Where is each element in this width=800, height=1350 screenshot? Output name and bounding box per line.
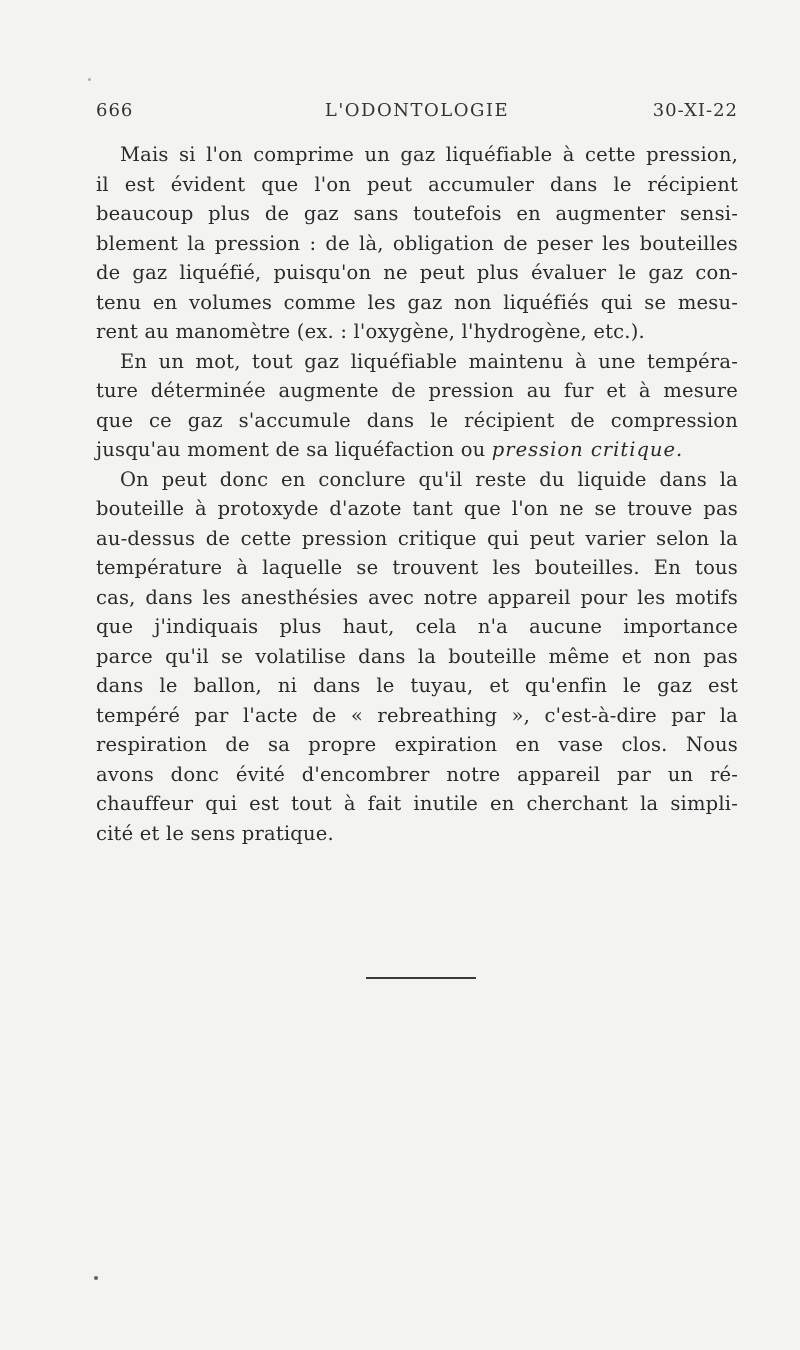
text-line: que ce gaz s'accumule dans le récipient de compression <box>96 408 738 432</box>
text-line: au-dessus de cette pression critique qui peut varier selon la <box>96 526 738 550</box>
running-header <box>96 100 738 130</box>
journal-title: L'ODONTOLOGIE <box>324 100 510 121</box>
text-line: tenu en volumes comme les gaz non liquéfiés qui se mesu- <box>96 290 738 314</box>
text-line: tempéré par l'acte de « rebreathing », c'est-à-dire par la <box>96 703 738 727</box>
text-line: de gaz liquéfié, puisqu'on ne peut plus évaluer le gaz con- <box>96 261 738 284</box>
issue-date: 30-XI-22 <box>652 100 738 121</box>
paper-speck <box>94 1276 98 1280</box>
page-number: 666 <box>96 100 134 121</box>
text-line-prefix: jusqu'au moment de sa liquéfaction ou <box>96 438 492 461</box>
section-divider-rule <box>366 977 476 979</box>
text-line: beaucoup plus de gaz sans toutefois en augmenter sensi- <box>96 202 738 225</box>
text-line: parce qu'il se volatilise dans la bouteille même et non pas <box>96 644 738 668</box>
text-line: chauffeur qui est tout à fait inutile en cherchant la simpli- <box>96 792 738 815</box>
paper-speck <box>88 78 91 81</box>
text-line: rent au manomètre (ex. : l'oxygène, l'hydrogène, etc.). <box>96 320 645 343</box>
italic-term: pression critique. <box>491 438 684 461</box>
text-line: température à laquelle se trouvent les bouteilles. En tous <box>96 556 738 579</box>
text-line: avons donc évité d'encombrer notre appareil par un ré- <box>96 762 738 786</box>
text-line: respiration de sa propre expiration en vase clos. Nous <box>96 733 738 756</box>
text-line: bouteille à protoxyde d'azote tant que l'on ne se trouve pas <box>96 497 738 520</box>
body-text <box>96 140 738 848</box>
text-line: Mais si l'on comprime un gaz liquéfiable à cette pression, <box>120 143 738 166</box>
text-line: il est évident que l'on peut accumuler dans le récipient <box>96 172 738 196</box>
text-line: cité et le sens pratique. <box>96 821 334 845</box>
text-line: En un mot, tout gaz liquéfiable maintenu à une tempéra- <box>120 349 738 373</box>
text-line: On peut donc en conclure qu'il reste du liquide dans la <box>120 467 738 491</box>
text-line: cas, dans les anesthésies avec notre appareil pour les motifs <box>96 585 738 609</box>
text-line <box>96 435 738 465</box>
text-line: ture déterminée augmente de pression au fur et à mesure <box>96 379 738 402</box>
text-line: blement la pression : de là, obligation de peser les bouteilles <box>96 231 738 255</box>
text-line: dans le ballon, ni dans le tuyau, et qu'enfin le gaz est <box>96 674 738 697</box>
text-line: que j'indiquais plus haut, cela n'a aucune importance <box>96 615 738 638</box>
